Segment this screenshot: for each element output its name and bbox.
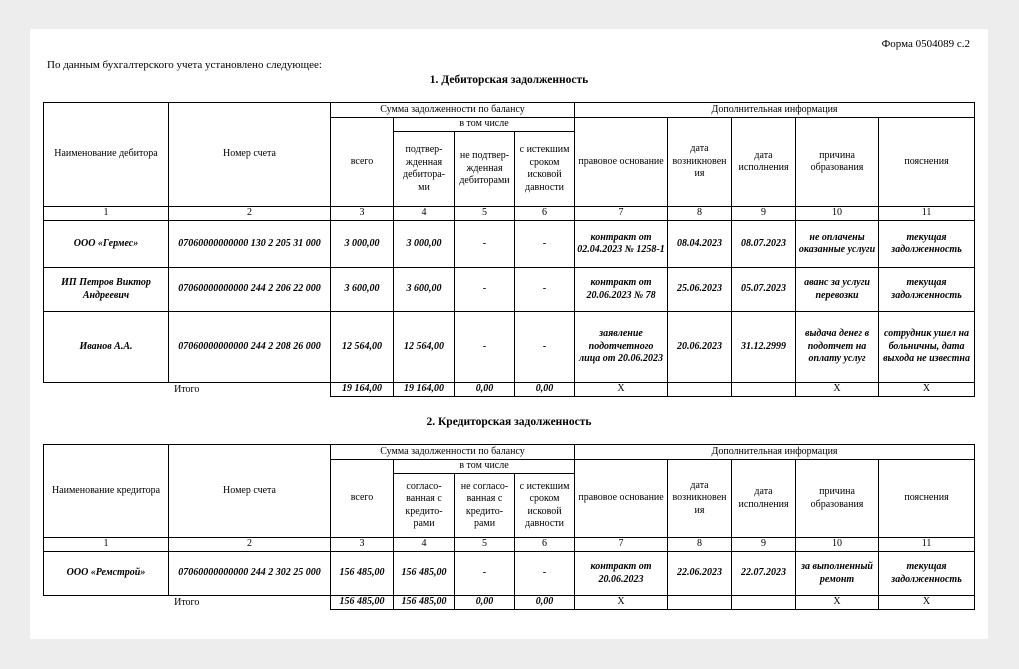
column-number: 10 bbox=[796, 538, 879, 552]
totals-basis: Х bbox=[575, 383, 668, 397]
totals-date-end bbox=[732, 596, 796, 610]
totals-total: 156 485,00 bbox=[331, 596, 394, 610]
header-unagreed: не согласо- ванная с кредито- рами bbox=[455, 474, 515, 538]
totals-reason: Х bbox=[796, 596, 879, 610]
header-expired: с истекшим сроком исковой давности bbox=[515, 474, 575, 538]
totals-date-start bbox=[668, 596, 732, 610]
header-sum-group: Сумма задолженности по балансу bbox=[331, 445, 575, 460]
column-number: 5 bbox=[455, 538, 515, 552]
header-account: Номер счета bbox=[169, 445, 331, 538]
sum-agreed: 156 485,00 bbox=[394, 552, 455, 596]
account-number: 07060000000000 244 2 208 26 000 bbox=[169, 312, 331, 383]
header-note: пояснения bbox=[879, 118, 975, 207]
reason: не оплачены оказанные услуги bbox=[796, 221, 879, 268]
column-number: 5 bbox=[455, 207, 515, 221]
table-row bbox=[44, 268, 975, 312]
column-number: 11 bbox=[879, 538, 975, 552]
header-date-end: дата исполнения bbox=[732, 460, 796, 538]
note: сотрудник ушел на больничны, дата выхода не известна bbox=[879, 312, 975, 383]
date-start: 25.06.2023 bbox=[668, 268, 732, 312]
sum-expired: - bbox=[515, 268, 575, 312]
column-number: 8 bbox=[668, 538, 732, 552]
header-account: Номер счета bbox=[169, 103, 331, 207]
totals-note: Х bbox=[879, 596, 975, 610]
header-agreed: согласо- ванная с кредито- рами bbox=[394, 474, 455, 538]
debtor-table bbox=[43, 102, 975, 397]
account-number: 07060000000000 244 2 302 25 000 bbox=[169, 552, 331, 596]
debtor-name: ООО «Гермес» bbox=[44, 221, 169, 268]
column-number: 2 bbox=[169, 538, 331, 552]
header-extra-group: Дополнительная информация bbox=[575, 445, 975, 460]
intro-text: По данным бухгалтерского учета установлено следующее: bbox=[47, 59, 322, 71]
header-basis: правовое основание bbox=[575, 460, 668, 538]
sum-total: 156 485,00 bbox=[331, 552, 394, 596]
totals-row bbox=[44, 383, 975, 397]
totals-unagreed: 0,00 bbox=[455, 596, 515, 610]
table-row bbox=[44, 552, 975, 596]
column-number: 9 bbox=[732, 207, 796, 221]
legal-basis: контракт от 02.04.2023 № 1258-1 bbox=[575, 221, 668, 268]
column-number: 3 bbox=[331, 538, 394, 552]
column-number: 7 bbox=[575, 538, 668, 552]
totals-reason: Х bbox=[796, 383, 879, 397]
header-name: Наименование кредитора bbox=[44, 445, 169, 538]
header-sum-group: Сумма задолженности по балансу bbox=[331, 103, 575, 118]
header-confirmed: подтвер- жденная дебитора- ми bbox=[394, 132, 455, 207]
date-start: 22.06.2023 bbox=[668, 552, 732, 596]
legal-basis: заявление подотчетного лица от 20.06.2023 bbox=[575, 312, 668, 383]
column-number: 4 bbox=[394, 538, 455, 552]
totals-date-end bbox=[732, 383, 796, 397]
column-number: 9 bbox=[732, 538, 796, 552]
header-date-start: дата возникновен ия bbox=[668, 460, 732, 538]
totals-expired: 0,00 bbox=[515, 383, 575, 397]
column-number: 2 bbox=[169, 207, 331, 221]
totals-unconfirmed: 0,00 bbox=[455, 383, 515, 397]
sum-unagreed: - bbox=[455, 552, 515, 596]
reason: за выполненный ремонт bbox=[796, 552, 879, 596]
header-note: пояснения bbox=[879, 460, 975, 538]
header-expired: с истекшим сроком исковой давности bbox=[515, 132, 575, 207]
column-number: 7 bbox=[575, 207, 668, 221]
totals-label: Итого bbox=[174, 596, 200, 608]
header-basis: правовое основание bbox=[575, 118, 668, 207]
header-date-end: дата исполнения bbox=[732, 118, 796, 207]
column-number: 1 bbox=[44, 207, 169, 221]
totals-expired: 0,00 bbox=[515, 596, 575, 610]
column-number: 6 bbox=[515, 207, 575, 221]
header-date-start: дата возникновен ия bbox=[668, 118, 732, 207]
sum-unconfirmed: - bbox=[455, 312, 515, 383]
date-start: 20.06.2023 bbox=[668, 312, 732, 383]
header-total: всего bbox=[331, 460, 394, 538]
creditor-name: ООО «Ремстрой» bbox=[44, 552, 169, 596]
sum-expired: - bbox=[515, 312, 575, 383]
debtor-name: ИП Петров Виктор Андреевич bbox=[44, 268, 169, 312]
date-end: 08.07.2023 bbox=[732, 221, 796, 268]
header-unconfirmed: не подтвер- жденная дебиторами bbox=[455, 132, 515, 207]
header-extra-group: Дополнительная информация bbox=[575, 103, 975, 118]
legal-basis: контракт от 20.06.2023 № 78 bbox=[575, 268, 668, 312]
column-number: 1 bbox=[44, 538, 169, 552]
sum-expired: - bbox=[515, 552, 575, 596]
column-number: 10 bbox=[796, 207, 879, 221]
sum-confirmed: 12 564,00 bbox=[394, 312, 455, 383]
column-numbers-row bbox=[44, 207, 975, 221]
date-end: 22.07.2023 bbox=[732, 552, 796, 596]
totals-total: 19 164,00 bbox=[331, 383, 394, 397]
totals-label: Итого bbox=[174, 383, 200, 395]
sum-unconfirmed: - bbox=[455, 268, 515, 312]
section1-title: 1. Дебиторская задолженность bbox=[429, 74, 589, 86]
table-row bbox=[44, 221, 975, 268]
column-number: 11 bbox=[879, 207, 975, 221]
sum-total: 12 564,00 bbox=[331, 312, 394, 383]
date-start: 08.04.2023 bbox=[668, 221, 732, 268]
totals-row bbox=[44, 596, 975, 610]
document-page bbox=[30, 29, 988, 639]
note: текущая задолженность bbox=[879, 552, 975, 596]
legal-basis: контракт от 20.06.2023 bbox=[575, 552, 668, 596]
note: текущая задолженность bbox=[879, 268, 975, 312]
debtor-name: Иванов А.А. bbox=[44, 312, 169, 383]
column-number: 8 bbox=[668, 207, 732, 221]
date-end: 31.12.2999 bbox=[732, 312, 796, 383]
sum-total: 3 000,00 bbox=[331, 221, 394, 268]
sum-confirmed: 3 600,00 bbox=[394, 268, 455, 312]
note: текущая задолженность bbox=[879, 221, 975, 268]
reason: аванс за услуги перевозки bbox=[796, 268, 879, 312]
column-number: 4 bbox=[394, 207, 455, 221]
header-total: всего bbox=[331, 118, 394, 207]
sum-total: 3 600,00 bbox=[331, 268, 394, 312]
header-incl: в том числе bbox=[394, 118, 575, 132]
header-incl: в том числе bbox=[394, 460, 575, 474]
header-reason: причина образования bbox=[796, 460, 879, 538]
totals-note: Х bbox=[879, 383, 975, 397]
account-number: 07060000000000 130 2 205 31 000 bbox=[169, 221, 331, 268]
header-reason: причина образования bbox=[796, 118, 879, 207]
totals-date-start bbox=[668, 383, 732, 397]
sum-confirmed: 3 000,00 bbox=[394, 221, 455, 268]
reason: выдача денег в подотчет на оплату услуг bbox=[796, 312, 879, 383]
totals-agreed: 156 485,00 bbox=[394, 596, 455, 610]
date-end: 05.07.2023 bbox=[732, 268, 796, 312]
sum-expired: - bbox=[515, 221, 575, 268]
header-name: Наименование дебитора bbox=[44, 103, 169, 207]
column-numbers-row bbox=[44, 538, 975, 552]
account-number: 07060000000000 244 2 206 22 000 bbox=[169, 268, 331, 312]
column-number: 3 bbox=[331, 207, 394, 221]
sum-unconfirmed: - bbox=[455, 221, 515, 268]
form-code: Форма 0504089 с.2 bbox=[881, 38, 970, 50]
totals-basis: Х bbox=[575, 596, 668, 610]
column-number: 6 bbox=[515, 538, 575, 552]
table-row bbox=[44, 312, 975, 383]
totals-confirmed: 19 164,00 bbox=[394, 383, 455, 397]
creditor-table bbox=[43, 444, 975, 610]
section2-title: 2. Кредиторская задолженность bbox=[426, 416, 592, 428]
